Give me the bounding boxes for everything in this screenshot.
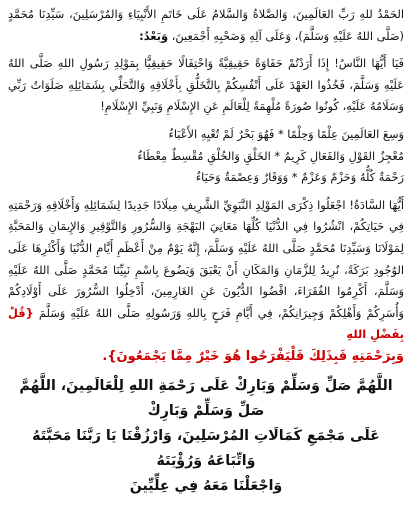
paragraph-2 [8,195,404,346]
poem-line-3: رَحْمَةٌ كُلُّهُ وَحَزْمٌ وَعَزْمٌ * وَوَقَارٌ وَعِصْمَةٌ وَحَيَاءُ [195,170,404,185]
paragraph-1: فَيَا أَيُّهَا النَّاسُ! إِذَا أَرَدْتُمْ حَفَاوَةً حَقِيقِيَّةً وَاحْتِفَالًا حَقِيقِيًّا بِمَوْلِدِ رَسُولِ اللهِ صَلَّى اللهُ عَلَيْهِ وَسَلَّمَ، فَخُذُوا العَهْدَ عَلَى أَنْفُسِكُمْ بِالتَّخَلُّقِ بِأَخْلَاقِهِ وَالتَّحَلِّي بِشَمَائِلِهِ صَلَوَاتُ رَبِّي وَسَلَامُهُ عَلَيْهِ، كُونُوا صُورَةً مُلْهِمَةً لِلْعَالَمِ عَنِ الإِسْلَامِ وَنَبِيِّ الإِسْلَامِ! [8,56,404,114]
poem-line-1: وَسِعَ العَالَمِينَ عِلْمًا وَحِلْمًا * فَهُوَ بَحْرٌ لَمْ تُعْيِهِ الأَعْبَاءُ [168,126,404,141]
closing-prayer-line-1: اللَّهُمَّ صَلِّ وَسَلِّمْ وَبَارِكْ عَلَى رَحْمَةِ اللهِ لِلْعَالَمِينَ، اللَّهُمَّ صَلِّ وَسَلِّمْ وَبَارِكْ [19,377,393,419]
intro-paragraph [8,4,404,47]
closing-prayer [8,374,404,499]
poem-line-2: مُعْجِزُ القَوْلِ وَالفَعَالِ كَرِيمُ * الخَلْقِ وَالخُلْقِ مُقْسِطٌ مِعْطَاءُ [137,148,404,163]
quran-verse-end: وَبِرَحْمَتِهِ فَبِذَلِكَ فَلْيَفْرَحُوا هُوَ خَيْرٌ مِمَّا يَجْمَعُونَ}. [102,348,404,364]
closing-prayer-line-3: وَاجْعَلْنَا مَعَهُ فِي عِلِّيِّينَ [129,477,283,494]
closing-prayer-line-2: عَلَى مَجْمَعِ كَمَالَاتِ المُرْسَلِينَ، وَارْزُقْنَا يَا رَبَّنَا مَحَبَّتَهُ وَاتِّبَاعَهُ وَرُؤْيَتَهُ [32,427,380,469]
wa-baad-heading: وَبَعْدُ: [139,28,169,43]
quran-verse-start: {قُلْ بِفَضْلِ اللهِ [8,305,404,342]
poem-block [8,124,404,189]
paragraph-2-text: أَيُّهَا السَّادَةُ! اجْعَلُوا ذِكْرَى المَوْلِدِ النَّبَوِيِّ الشَّرِيفِ مِيلَادًا جَدِيدًا لِشَمَائِلِهِ وَأَخْلَاقِهِ وَرَحْمَتِهِ فِي حَيَاتِكُمْ، انْشُرُوا فِي الدُّنْيَا كُلِّهَا مَعَانِيَ البَهْجَةِ وَالسُّرُورِ وَالتَّوْقِيرِ وَالإِيمَانِ وَالمَحَبَّةِ لِمَوْلَانَا وَسَيِّدِنَا مُحَمَّدٍ صَلَّى اللهُ عَلَيْهِ وَسَلَّمَ، إِنَّهُ يَوْمٌ مِنْ أَعْظَمِ أَيَّامِ الدُّنْيَا وَأَكْثَرِهَا عَلَى الوُجُودِ بَرَكَةً، نُرِيدُ لِلزَّمَانِ وَالمَكَانِ أَنْ يَعْبَقَ وَيَضُوعَ بِاسْمِ نَبِيِّنَا مُحَمَّدٍ صَلَّى اللهُ عَلَيْهِ وَسَلَّمَ، أَكْرِمُوا الفُقَرَاءَ، اقْضُوا الدُّيُونَ عَنِ الغَارِمِينَ، أَدْخِلُوا السُّرُورَ عَلَى أَوْلَادِكُمْ وَأُسَرِكُمْ وَأَهْلِكُمْ وَجِيرَانِكُمْ، فِي أَيَّامِ فَرَحٍ بِاللهِ وَرَسُولِهِ صَلَّى اللهُ عَلَيْهِ وَسَلَّمَ [8,197,404,320]
intro-text: الحَمْدُ للهِ رَبِّ العَالَمِينَ، وَالصَّلاةُ وَالسَّلامُ عَلَى خَاتَمِ الأَنْبِيَاءِ وَالمُرْسَلِينَ، سَيِّدِنَا مُحَمَّدٍ (صَلَّى اللهُ عَلَيْهِ وَسَلَّمَ)، وَعَلَى آلِهِ وَصَحْبِهِ أَجْمَعِينَ، [8,7,404,43]
